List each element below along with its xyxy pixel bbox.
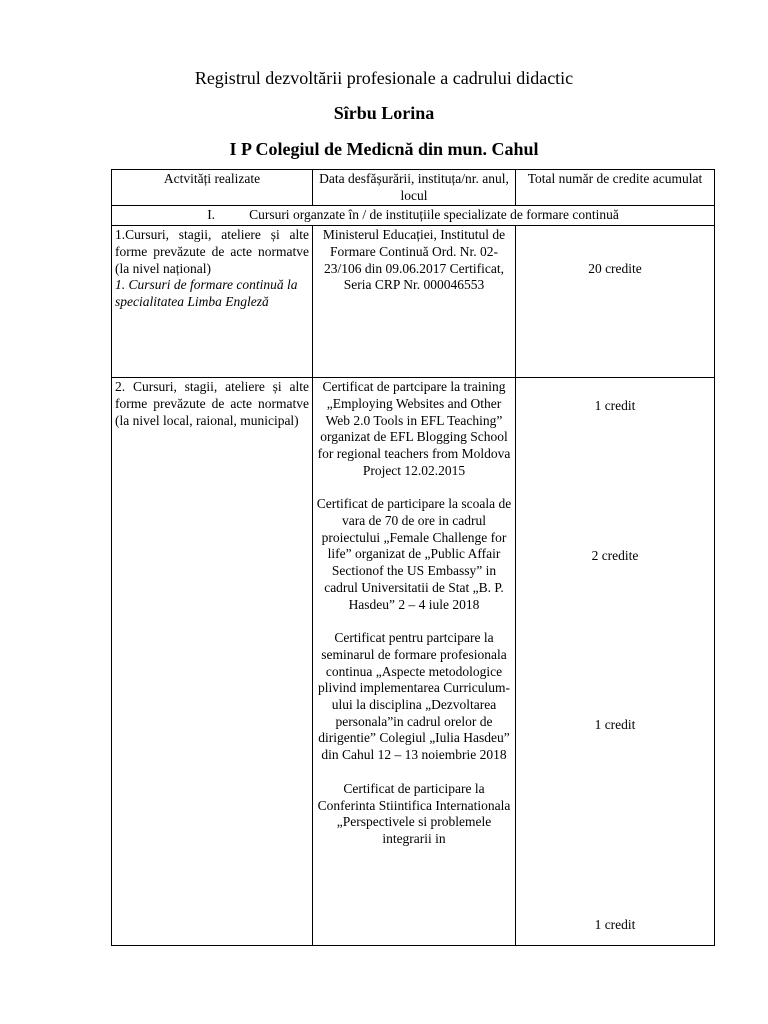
activity-text: 2. Cursuri, stagii, ateliere și alte forme prevăzute de acte normatve (la nivel local, raional, municipal) [115,379,309,428]
table-row [112,378,715,946]
credits-value: 1 credit [594,398,636,414]
credits-value: 2 credite [591,548,639,564]
credits-value: 1 credit [594,917,636,933]
date-place-cell [313,378,516,946]
credits-value: 1 credit [594,717,636,733]
professional-development-table [111,169,715,946]
certificate-entry: Certificat pentru partcipare la seminarul de formare profesionala continua „Aspecte metodologice plivind implementarea Curriculum-ului la disciplina „Dezvoltarea personala”in cadrul orelor de dirigentie” Colegiul „Iulia Hasdeu” din Cahul 12 – 13 noiembrie 2018 [318,630,510,763]
certificate-entry: Certificat de participare la scoala de vara de 70 de ore in cadrul proiectului „Female Challenge for life” organizat de „Public Affair Sectionof the US Embassy” in cadrul Universitatii de Stat „B. P. Hasdeu” 2 – 4 iule 2018 [316,496,512,612]
table-header-row [112,170,715,206]
document-title: Registrul dezvoltării profesionale a cadrului didactic [194,68,574,88]
table-row [112,226,715,378]
certificate-entry: Certificat de participare la Conferinta Stiintifica Internationala „Perspectivele si problemele integrarii in [317,780,511,846]
activity-italic-text: 1. Cursuri de formare continuă la specialitatea Limba Engleză [115,277,298,309]
col-header-credits: Total număr de credite acumulat [516,170,715,206]
col-header-date-place: Data desfășurării, instituța/nr. anul, locul [313,170,516,206]
credits-cell [516,226,715,378]
activity-cell [112,226,313,378]
certificate-entry: Certificat de partcipare la training „Employing Websites and Other Web 2.0 Tools in EFL Teaching” organizat de EFL Blogging School for regional teachers from Moldova Project 12.02.2015 [317,379,511,478]
teacher-name: Sîrbu Lorina [333,103,435,123]
section-title-text: Cursuri organzate în / de instituțiile specializate de formare continuă [249,207,619,223]
activity-text: 1.Cursuri, stagii, ateliere și alte forme prevăzute de acte normatve (la nivel național) [115,227,309,276]
institution-name: I P Colegiul de Medicnă din mun. Cahul [229,139,539,159]
section-number: I. [207,207,216,223]
col-header-activities: Actvități realizate [112,170,313,206]
section-row [112,206,715,226]
section-title [112,206,715,226]
credits-cell [516,378,715,946]
credits-value: 20 credite [588,261,642,277]
activity-cell [112,378,313,946]
date-place-cell: Ministerul Educației, Institutul de Formare Continuă Ord. Nr. 02-23/106 din 09.06.2017 Certificat, Seria CRP Nr. 000046553 [313,226,516,378]
